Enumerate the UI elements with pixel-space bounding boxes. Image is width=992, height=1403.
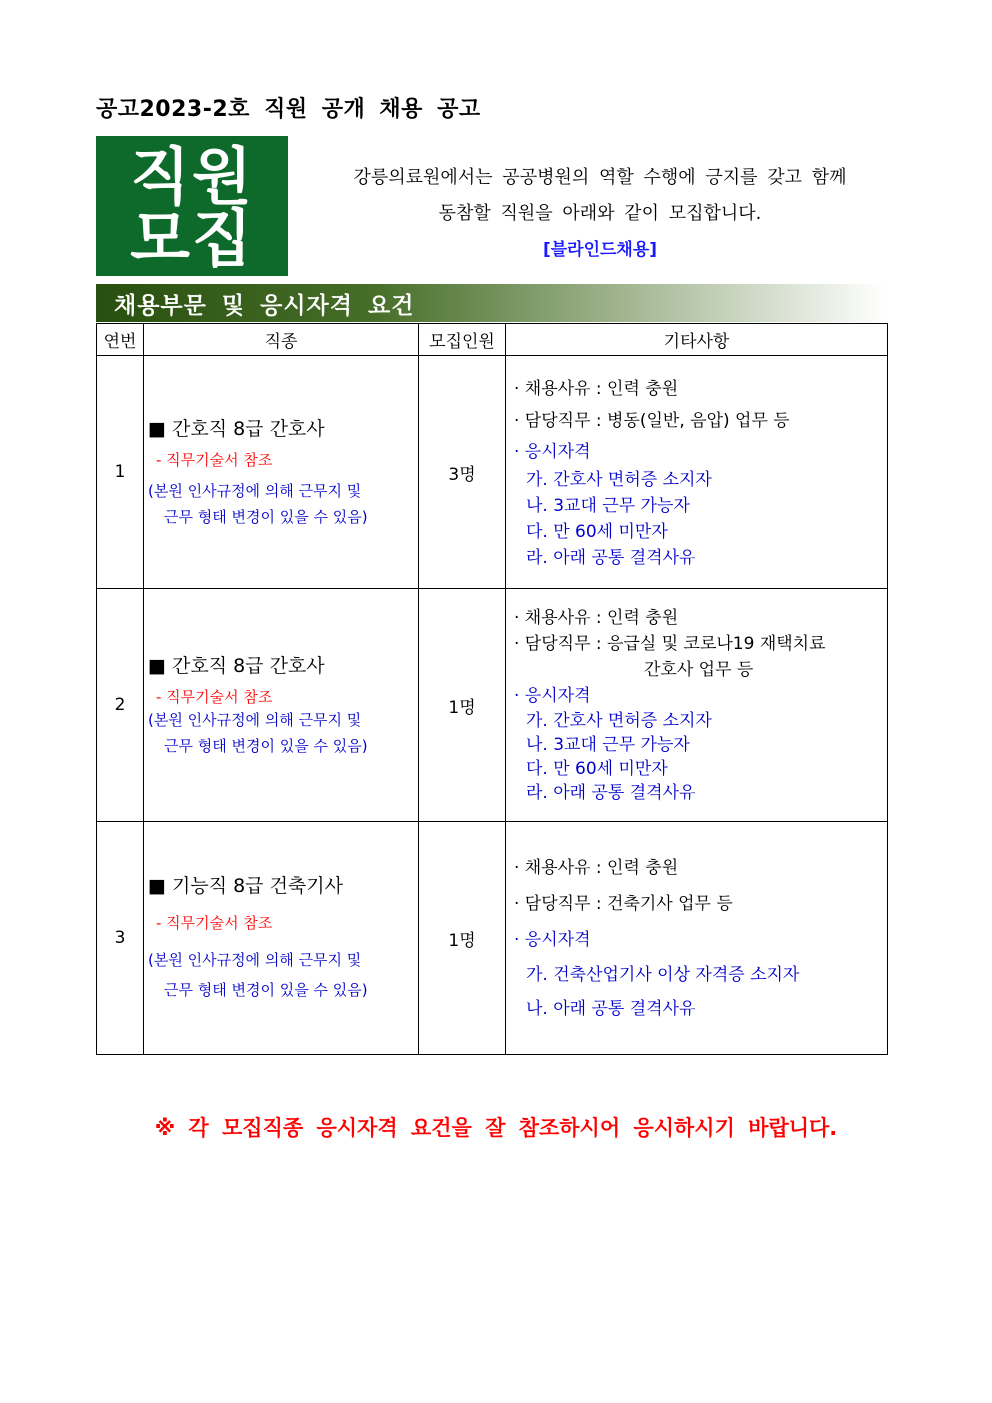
hire-reason: · 채용사유 : 인력 충원 (514, 858, 679, 878)
row-no: 1 (97, 356, 144, 589)
qual-item: 다. 만 60세 미만자 (526, 522, 668, 542)
header-count: 모집인원 (419, 324, 506, 356)
header-no: 연번 (97, 324, 144, 356)
qual-item: 다. 만 60세 미만자 (526, 759, 668, 779)
job-note-1: (본원 인사규정에 의해 근무지 및 (148, 482, 362, 500)
row-no: 3 (97, 822, 144, 1055)
section-title: 채용부문 및 응시자격 요건 (114, 293, 415, 319)
intro-line2: 동참할 직원을 아래와 같이 모집합니다. (438, 203, 762, 224)
row-no: 2 (97, 589, 144, 822)
job-note-2: 근무 형태 변경이 있을 수 있음) (164, 737, 368, 755)
job-note-2: 근무 형태 변경이 있을 수 있음) (164, 981, 368, 999)
qual-title: · 응시자격 (514, 442, 591, 462)
table-row (97, 589, 888, 822)
job-ref: - 직무기술서 참조 (156, 451, 273, 469)
qual-item: 가. 간호사 면허증 소지자 (526, 711, 712, 731)
row-job (144, 822, 419, 1055)
notice-text: ※ 각 모집직종 응시자격 요건을 잘 참조하시어 응시하시기 바랍니다. (154, 1116, 838, 1140)
duty: · 담당직무 : 응급실 및 코로나19 재택치료 (514, 634, 826, 654)
hire-reason: · 채용사유 : 인력 충원 (514, 379, 679, 399)
job-ref: - 직무기술서 참조 (156, 688, 273, 706)
hire-reason: · 채용사유 : 인력 충원 (514, 608, 679, 628)
qual-item: 나. 아래 공통 결격사유 (526, 999, 696, 1019)
qual-item: 라. 아래 공통 결격사유 (526, 783, 696, 803)
header-etc: 기타사항 (506, 324, 888, 356)
logo-line2: 모집 (130, 202, 254, 275)
qual-item: 나. 3교대 근무 가능자 (526, 496, 690, 516)
job-title: ■ 간호직 8급 간호사 (148, 655, 325, 677)
qual-title: · 응시자격 (514, 686, 591, 706)
duty: · 담당직무 : 건축기사 업무 등 (514, 894, 733, 914)
qual-item: 가. 간호사 면허증 소지자 (526, 470, 712, 490)
row-job (144, 589, 419, 822)
recruit-logo (96, 136, 288, 276)
row-count: 1명 (419, 822, 506, 1055)
job-title: ■ 기능직 8급 건축기사 (148, 875, 343, 897)
row-count: 1명 (419, 589, 506, 822)
logo-line1: 직원 (130, 140, 254, 213)
header-job: 직종 (144, 324, 419, 356)
table-row (97, 356, 888, 589)
table-header-row (97, 324, 888, 356)
row-count: 3명 (419, 356, 506, 589)
duty: · 담당직무 : 병동(일반, 음압) 업무 등 (514, 411, 790, 431)
job-note-2: 근무 형태 변경이 있을 수 있음) (164, 508, 368, 526)
qual-item: 라. 아래 공통 결격사유 (526, 548, 696, 568)
job-note-1: (본원 인사규정에 의해 근무지 및 (148, 951, 362, 969)
intro-text (300, 160, 900, 268)
job-ref: - 직무기술서 참조 (156, 914, 273, 932)
job-note-1: (본원 인사규정에 의해 근무지 및 (148, 711, 362, 729)
intro-line1: 강릉의료원에서는 공공병원의 역할 수행에 긍지를 갖고 함께 (353, 167, 847, 188)
job-title: ■ 간호직 8급 간호사 (148, 418, 325, 440)
qual-title: · 응시자격 (514, 930, 591, 950)
duty-continued: 간호사 업무 등 (644, 660, 754, 680)
row-etc (506, 822, 888, 1055)
recruit-table (96, 323, 888, 1055)
row-etc (506, 589, 888, 822)
table-row (97, 822, 888, 1055)
row-job (144, 356, 419, 589)
qual-item: 나. 3교대 근무 가능자 (526, 735, 690, 755)
section-header (96, 284, 886, 322)
blind-hiring-tag: [블라인드채용] (542, 240, 658, 260)
page-title: 공고2023-2호 직원 공개 채용 공고 (96, 97, 481, 122)
qual-item: 가. 건축산업기사 이상 자격증 소지자 (526, 965, 800, 985)
row-etc (506, 356, 888, 589)
